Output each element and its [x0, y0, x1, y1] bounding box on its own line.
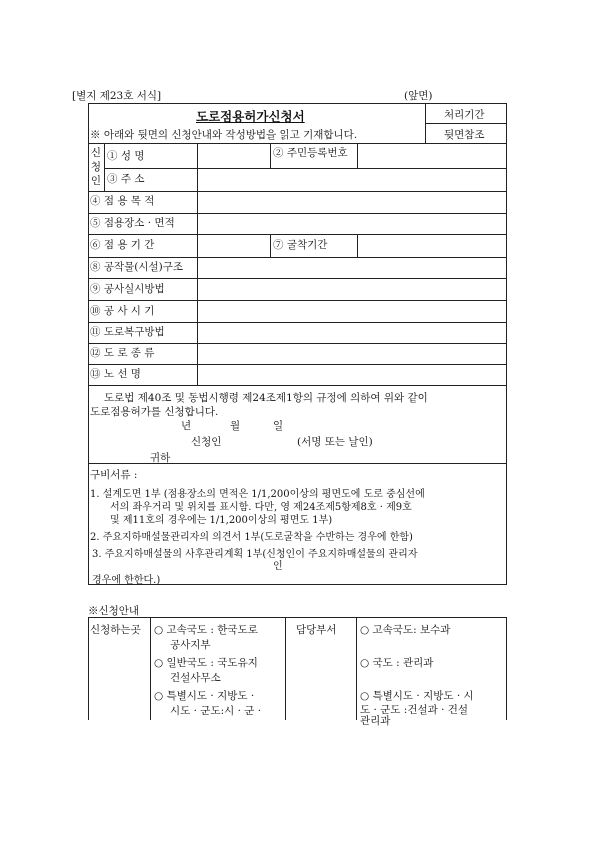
purpose-label: ④ 점 용 목 적 — [90, 195, 155, 207]
documents-item-3c: 경우에 한한다.) — [92, 575, 161, 586]
resident-no-label: ② 주민등록번호 — [273, 147, 348, 159]
guide-heading: ※신청안내 — [88, 605, 140, 617]
name-field[interactable] — [198, 144, 269, 167]
applicant-sign-label: 신청인 — [191, 436, 222, 448]
sign-field[interactable] — [232, 432, 292, 446]
structures-field[interactable] — [198, 258, 505, 277]
date-year: 년 — [181, 420, 192, 432]
documents-label: 구비서류 : — [90, 469, 138, 481]
guide-where-2b: 건설사무소 — [170, 672, 221, 684]
period-field[interactable] — [198, 235, 269, 256]
documents-item-1a: 1. 설계도면 1부 (점용장소의 면적은 1/1,200이상의 평면도에 도로 중심선에 — [90, 489, 425, 500]
address-field[interactable] — [198, 169, 505, 190]
excavation-period-field[interactable] — [358, 235, 505, 256]
purpose-field[interactable] — [198, 192, 505, 212]
recipient-label: 귀하 — [150, 452, 171, 464]
route-name-field[interactable] — [198, 365, 505, 384]
location-area-label: ⑤ 점용장소 · 면적 — [90, 217, 175, 229]
declaration-line-1: 도로법 제40조 및 동법시행령 제24조제1항의 규정에 의하여 위와 같이 — [104, 392, 428, 404]
date-day: 일 — [273, 420, 284, 432]
documents-item-3b: 인 — [273, 561, 283, 572]
address-label: ③ 주 소 — [107, 173, 145, 185]
road-type-label: ⑫ 도 로 종 류 — [90, 347, 155, 359]
route-name-label: ⑬ 노 선 명 — [90, 368, 141, 380]
restoration-method-label: ⑪ 도로복구방법 — [90, 326, 165, 338]
guide-where-3b: 시도 · 군도:시 · 군 · — [170, 705, 262, 717]
resident-no-field[interactable] — [358, 144, 505, 167]
road-type-field[interactable] — [198, 344, 505, 363]
construction-time-label: ⑩ 공 사 시 기 — [90, 305, 155, 317]
location-area-field[interactable] — [198, 214, 505, 233]
name-label: ① 성 명 — [107, 150, 145, 162]
construction-time-field[interactable] — [198, 301, 505, 321]
processing-value: 뒷면참조 — [444, 129, 485, 141]
guide-where-1a: ○ 고속국도 : 한국도로 — [154, 624, 258, 636]
guide-dept-label: 담당부서 — [296, 624, 337, 636]
construction-method-label: ⑨ 공사실시방법 — [90, 283, 165, 295]
sign-hint: (서명 또는 날인) — [297, 436, 373, 448]
guide-dept-3c: 관리과 — [360, 715, 391, 727]
page-side: (앞면) — [404, 90, 433, 102]
guide-where-1b: 공사지부 — [170, 639, 211, 651]
guide-where-3a: ○ 특별시도 · 지방도 · — [154, 690, 255, 702]
documents-item-3a: 3. 주요지하매설물의 사후관리계획 1부(신청인이 주요지하매설물의 관리자 — [92, 549, 418, 560]
guide-where-2a: ○ 일반국도 : 국도유지 — [154, 657, 258, 669]
form-title: 도로점용허가신청서 — [196, 109, 305, 124]
processing-label: 처리기간 — [444, 109, 485, 121]
structures-label: ⑧ 공작물(시설)구조 — [90, 261, 184, 273]
applicant-label: 신청인 — [90, 147, 102, 187]
form-number: [별지 제23호 서식] — [72, 90, 162, 102]
construction-method-field[interactable] — [198, 279, 505, 299]
restoration-method-field[interactable] — [198, 323, 505, 342]
date-month: 월 — [230, 420, 241, 432]
guide-where-label: 신청하는곳 — [90, 624, 141, 636]
guide-dept-1: ○ 고속국도: 보수과 — [360, 624, 451, 636]
guide-dept-3a: ○ 특별시도 · 지방도 · 시 — [360, 690, 474, 702]
declaration-line-2: 도로점용허가를 신청합니다. — [90, 406, 219, 418]
period-label: ⑥ 점 용 기 간 — [90, 239, 155, 251]
documents-item-2: 2. 주요지하매설물관리자의 의견서 1부(도로굴착을 수반하는 경우에 한함) — [90, 532, 413, 543]
excavation-period-label: ⑦ 굴착기간 — [273, 239, 328, 251]
form-notice: ※ 아래와 뒷면의 신청안내와 작성방법을 읽고 기재합니다. — [90, 129, 358, 141]
documents-item-1b: 서의 좌우거리 및 위치를 표시함. 다만, 영 제24조제5항제8호 · 제9호 — [110, 502, 412, 513]
guide-dept-2: ○ 국도 : 관리과 — [360, 657, 434, 669]
documents-item-1c: 및 제11호의 경우에는 1/1,200이상의 평면도 1부) — [110, 515, 333, 526]
guide-dept-3b: 도 · 군도 :건설과 · 건설 — [360, 704, 469, 716]
